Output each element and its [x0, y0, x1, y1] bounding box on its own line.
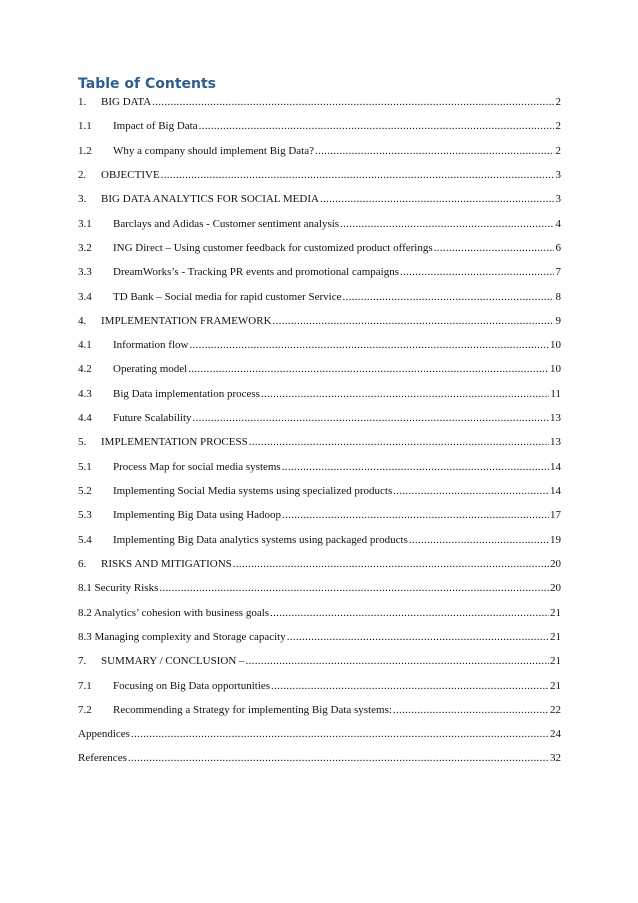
toc-dot-leader: [409, 533, 549, 548]
toc-entry-number: 5.3: [78, 509, 92, 522]
toc-entry-title: IMPLEMENTATION PROCESS: [101, 436, 248, 449]
toc-entry-title: TD Bank – Social media for rapid customer Service: [113, 290, 342, 303]
toc-entry-page-number: 19: [550, 533, 561, 546]
toc-dot-leader: [393, 484, 549, 499]
toc-entry-page-number: 21: [550, 679, 561, 692]
toc-entry-page-number: 21: [550, 630, 561, 643]
toc-entry-title: Big Data implementation process: [113, 387, 260, 400]
toc-entry[interactable]: [78, 654, 561, 669]
toc-entry-title: BIG DATA ANALYTICS FOR SOCIAL MEDIA: [101, 193, 319, 206]
toc-entry-number: 1.2: [78, 144, 92, 157]
toc-entry[interactable]: [78, 533, 561, 548]
toc-entry-page-number: 21: [550, 606, 561, 619]
toc-dot-leader: [340, 217, 554, 232]
toc-dot-leader: [249, 435, 549, 450]
toc-dot-leader: [270, 606, 549, 621]
toc-entry[interactable]: [78, 119, 561, 134]
toc-entry-page-number: 9: [555, 314, 561, 327]
toc-entry[interactable]: [78, 144, 561, 159]
toc-dot-leader: [189, 338, 549, 353]
toc-entry-title: Recommending a Strategy for implementing Big Data systems:: [113, 703, 392, 716]
toc-dot-leader: [152, 95, 554, 110]
toc-entry-title: Implementing Social Media systems using specialized products: [113, 485, 393, 497]
toc-entry-number: 5.: [78, 436, 87, 449]
toc-entry-title: Focusing on Big Data opportunities: [113, 679, 271, 692]
toc-entry[interactable]: [78, 751, 561, 766]
toc-entry-title: Appendices: [78, 728, 130, 741]
toc-entry-number: 3.1: [78, 217, 92, 230]
toc-entry-page-number: 24: [550, 728, 561, 741]
toc-entry-title: Why a company should implement Big Data?: [113, 144, 315, 157]
toc-list: [78, 95, 561, 776]
toc-entry-number: 3.3: [78, 266, 92, 279]
toc-entry-number: 4.3: [78, 387, 92, 400]
toc-entry-title: Operating model: [113, 363, 188, 376]
toc-entry-title: References: [78, 752, 127, 765]
toc-entry[interactable]: [78, 168, 561, 183]
toc-entry[interactable]: [78, 606, 561, 621]
toc-entry-title: DreamWorks’s - Tracking PR events and promotional campaigns: [113, 266, 399, 279]
toc-entry-title: 8.2 Analytics’ cohesion with business goals: [78, 606, 270, 619]
toc-dot-leader: [282, 460, 549, 475]
toc-entry-title: SUMMARY / CONCLUSION –: [101, 655, 245, 668]
toc-dot-leader: [393, 703, 549, 718]
toc-entry-page-number: 32: [550, 752, 561, 765]
toc-entry-page-number: 3: [555, 193, 561, 206]
toc-entry-title: BIG DATA: [101, 96, 152, 108]
toc-entry[interactable]: [78, 241, 561, 256]
toc-entry-title: Implementing Big Data using Hadoop: [113, 509, 282, 522]
toc-entry-page-number: 17: [550, 509, 561, 522]
toc-dot-leader: [193, 411, 549, 426]
toc-entry-page-number: 2: [555, 120, 561, 133]
toc-entry-page-number: 14: [550, 460, 561, 473]
toc-entry-number: 1.1: [78, 120, 92, 133]
toc-entry-number: 4.2: [78, 363, 92, 376]
toc-entry-page-number: 4: [555, 217, 561, 230]
toc-dot-leader: [131, 727, 549, 742]
toc-entry-page-number: 2: [555, 96, 561, 108]
toc-entry[interactable]: [78, 290, 561, 305]
toc-entry-number: 1.: [78, 96, 87, 108]
toc-entry-number: 5.1: [78, 460, 92, 473]
toc-entry[interactable]: [78, 679, 561, 694]
toc-entry[interactable]: [78, 411, 561, 426]
toc-entry-number: 7.1: [78, 679, 92, 692]
toc-entry-number: 4.: [78, 314, 87, 327]
toc-dot-leader: [400, 265, 554, 280]
toc-entry-page-number: 3: [555, 168, 561, 181]
toc-dot-leader: [434, 241, 554, 256]
toc-entry-number: 5.2: [78, 485, 92, 497]
toc-entry[interactable]: [78, 630, 561, 645]
toc-entry[interactable]: [78, 484, 561, 499]
toc-entry-number: 2.: [78, 168, 87, 181]
toc-entry-page-number: 6: [555, 241, 561, 254]
toc-entry[interactable]: [78, 727, 561, 742]
toc-entry[interactable]: [78, 338, 561, 353]
toc-entry-title: 8.1 Security Risks: [78, 582, 159, 595]
toc-entry[interactable]: [78, 387, 561, 402]
toc-entry-page-number: 20: [550, 582, 561, 595]
toc-entry[interactable]: [78, 508, 561, 523]
toc-dot-leader: [161, 168, 554, 183]
toc-entry[interactable]: [78, 362, 561, 377]
toc-entry[interactable]: [78, 581, 561, 596]
toc-entry-title: Information flow: [113, 339, 189, 352]
toc-entry-number: 6.: [78, 557, 87, 570]
toc-entry[interactable]: [78, 265, 561, 280]
toc-entry[interactable]: [78, 435, 561, 450]
toc-dot-leader: [159, 581, 549, 596]
toc-entry-number: 4.4: [78, 412, 92, 425]
toc-entry-title: IMPLEMENTATION FRAMEWORK: [101, 314, 272, 327]
toc-entry-title: RISKS AND MITIGATIONS: [101, 557, 232, 570]
toc-entry-title: Future Scalability: [113, 412, 192, 425]
toc-entry[interactable]: [78, 217, 561, 232]
toc-entry[interactable]: [78, 314, 561, 329]
toc-entry-number: 3.4: [78, 290, 92, 303]
toc-entry[interactable]: [78, 95, 561, 110]
toc-entry-number: 7.2: [78, 703, 92, 716]
toc-dot-leader: [233, 557, 549, 572]
toc-entry[interactable]: [78, 557, 561, 572]
toc-dot-leader: [282, 508, 549, 523]
toc-entry-number: 7.: [78, 655, 87, 668]
toc-entry-number: 5.4: [78, 533, 92, 546]
toc-title: Table of Contents: [78, 76, 217, 92]
toc-entry-page-number: 2: [555, 144, 561, 157]
toc-entry-page-number: 13: [550, 412, 561, 425]
toc-entry-title: OBJECTIVE: [101, 168, 160, 181]
toc-dot-leader: [315, 144, 554, 159]
toc-entry-page-number: 20: [550, 557, 561, 570]
toc-entry-page-number: 10: [550, 339, 561, 352]
toc-dot-leader: [271, 679, 549, 694]
toc-entry-page-number: 10: [550, 363, 561, 376]
toc-entry-page-number: 22: [550, 703, 561, 716]
toc-entry-page-number: 21: [550, 655, 561, 668]
toc-entry-title: Process Map for social media systems: [113, 460, 281, 473]
toc-entry-page-number: 8: [555, 290, 561, 303]
toc-entry-page-number: 13: [550, 436, 561, 449]
toc-dot-leader: [261, 387, 549, 402]
toc-entry-page-number: 7: [555, 266, 561, 279]
toc-dot-leader: [320, 192, 554, 207]
toc-entry-title: Implementing Big Data analytics systems using packaged products: [113, 533, 408, 546]
toc-dot-leader: [343, 290, 555, 305]
toc-entry-title: Barclays and Adidas - Customer sentiment analysis: [113, 217, 340, 230]
toc-entry-title: Impact of Big Data: [113, 120, 198, 133]
toc-dot-leader: [246, 654, 549, 669]
toc-entry-title: 8.3 Managing complexity and Storage capacity: [78, 630, 286, 643]
toc-entry[interactable]: [78, 192, 561, 207]
toc-dot-leader: [273, 314, 554, 329]
toc-dot-leader: [287, 630, 549, 645]
toc-entry-page-number: 11: [550, 387, 561, 400]
toc-entry-number: 3.: [78, 193, 87, 206]
toc-entry[interactable]: [78, 703, 561, 718]
toc-entry-title: ING Direct – Using customer feedback for customized product offerings: [113, 241, 433, 254]
toc-entry-page-number: 14: [550, 485, 561, 497]
toc-entry[interactable]: [78, 460, 561, 475]
toc-dot-leader: [199, 119, 554, 134]
toc-dot-leader: [188, 362, 549, 377]
toc-entry-number: 4.1: [78, 339, 92, 352]
toc-dot-leader: [128, 751, 549, 766]
toc-entry-number: 3.2: [78, 241, 92, 254]
